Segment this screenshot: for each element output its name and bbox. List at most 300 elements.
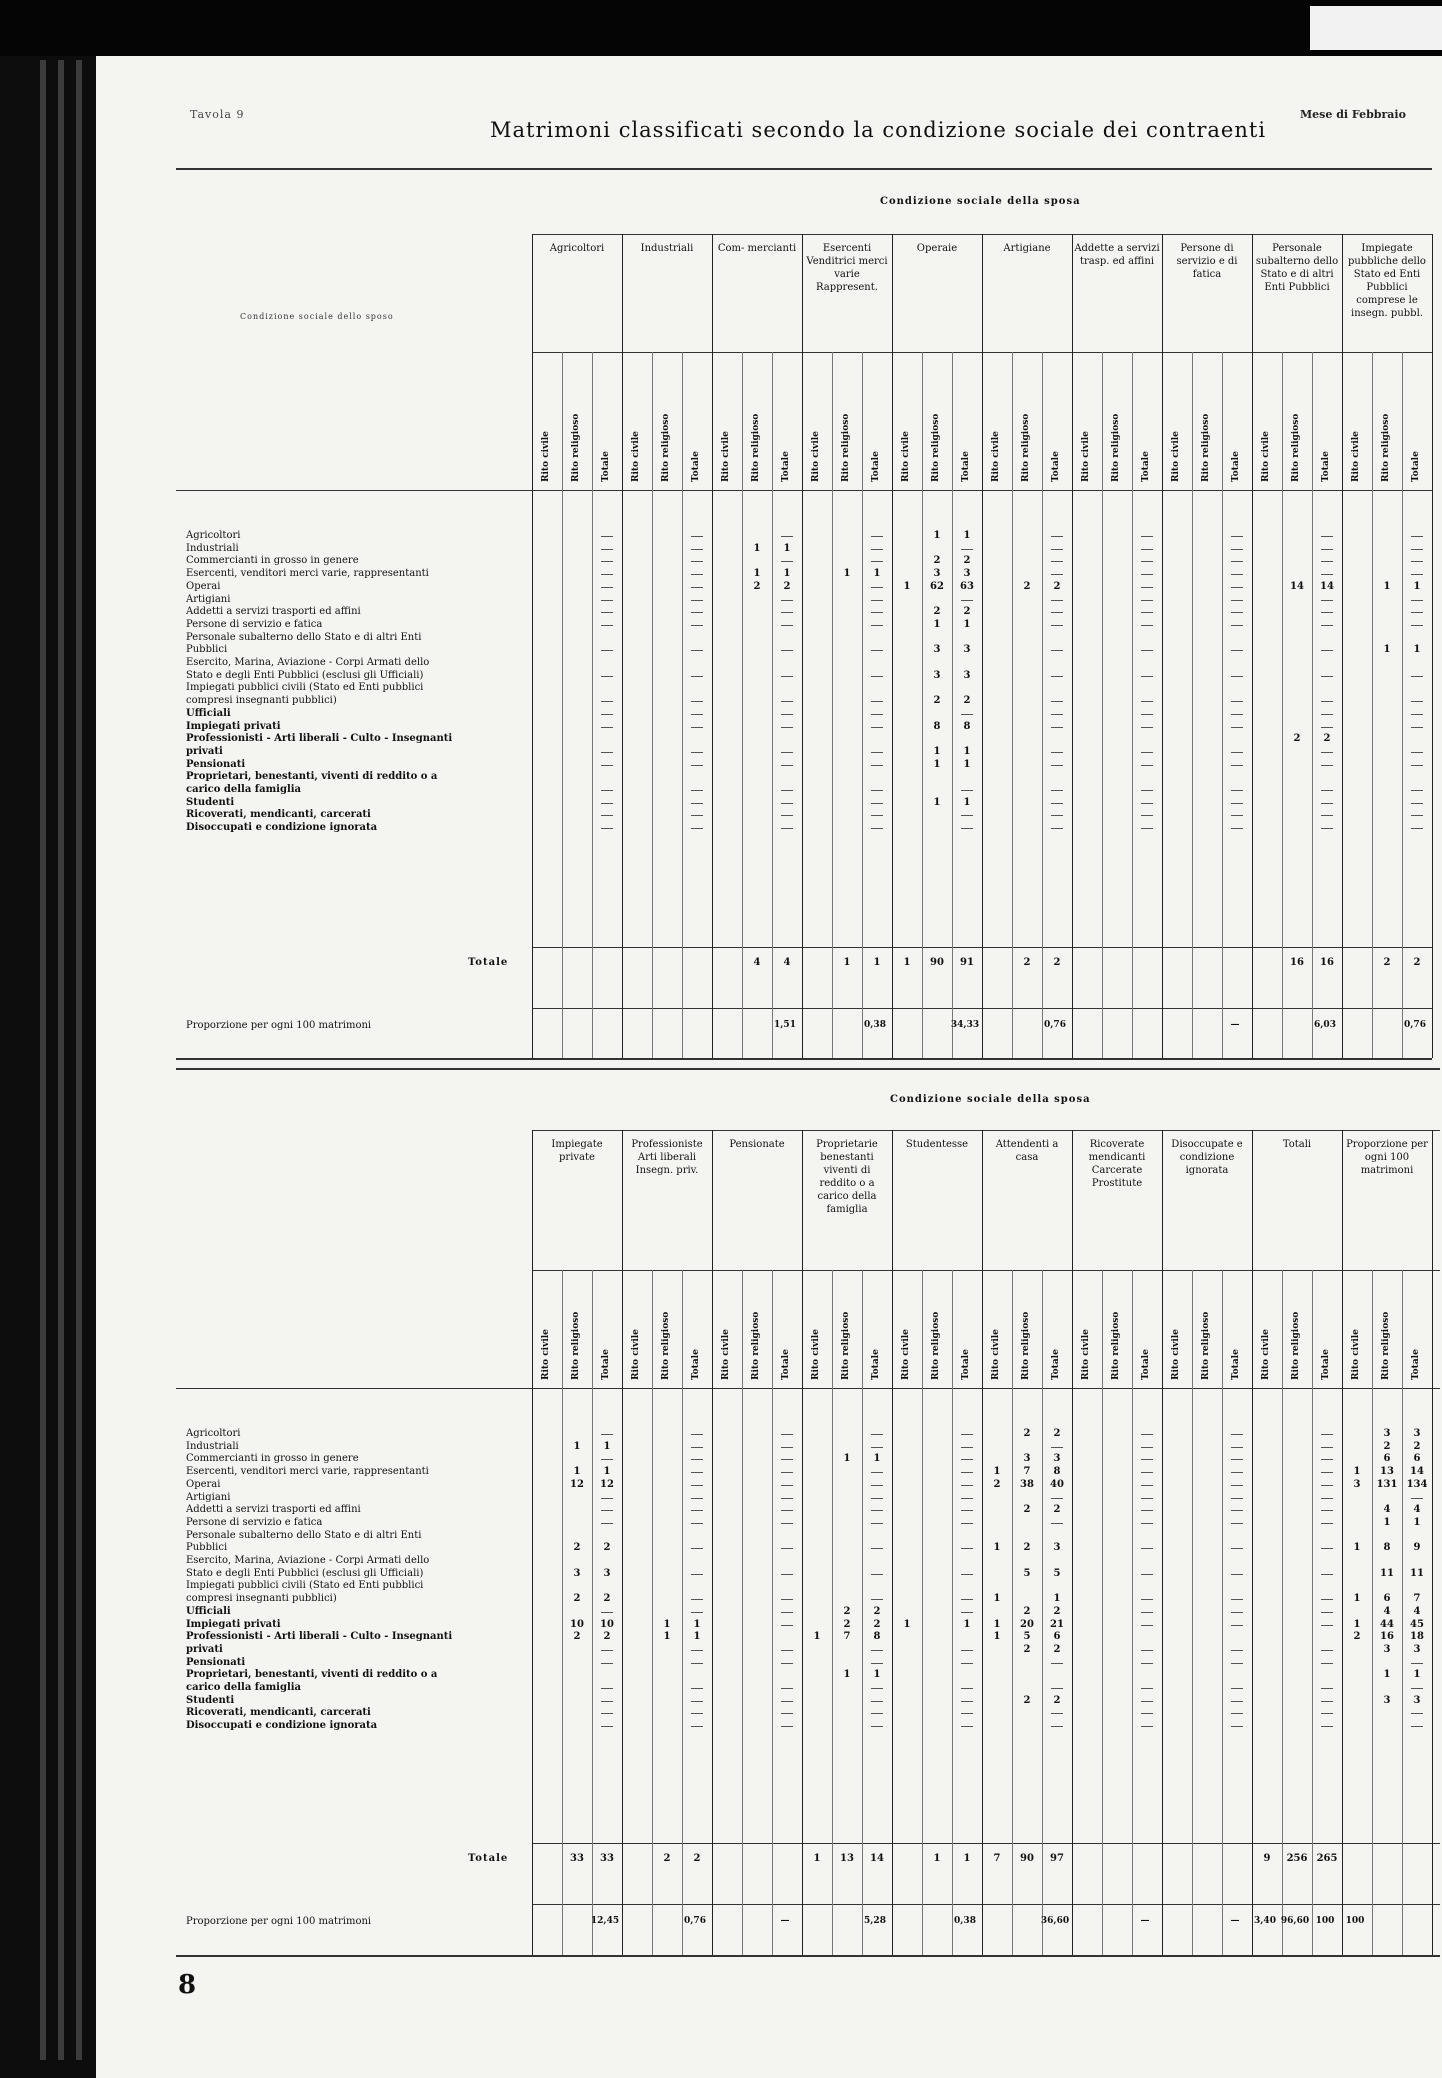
empty-cell-dash — [1051, 650, 1063, 651]
sub-column-header: Totale — [781, 451, 791, 482]
empty-cell-dash — [1231, 1548, 1243, 1549]
empty-cell-dash — [961, 790, 973, 791]
sub-column-header: Totale — [1231, 1349, 1241, 1380]
empty-cell-dash — [1141, 1447, 1153, 1448]
empty-cell-dash — [1051, 574, 1063, 575]
empty-cell-dash — [1321, 1523, 1333, 1524]
empty-cell-dash — [1231, 1663, 1243, 1664]
empty-cell-dash — [1231, 1523, 1243, 1524]
row-label: Commercianti in grosso in genere — [186, 1453, 359, 1465]
total-cell: 1 — [963, 1853, 971, 1864]
empty-cell-dash — [1411, 625, 1423, 626]
empty-cell-dash — [961, 1485, 973, 1486]
empty-cell-dash — [781, 1599, 793, 1600]
proportion-cell: 36,60 — [1040, 1916, 1070, 1926]
sub-column-header: Rito civile — [1081, 1329, 1091, 1380]
empty-cell-dash — [1231, 765, 1243, 766]
empty-cell-dash — [1231, 828, 1243, 829]
table-cell: 2 — [933, 555, 941, 567]
row-label: Industriali — [186, 1440, 239, 1452]
total-cell: 2 — [1413, 957, 1421, 968]
table-cell: 1 — [843, 1669, 851, 1681]
column-group-header: Com- mercianti — [717, 243, 797, 254]
row-label: Proprietari, benestanti, viventi di reddito o a — [186, 1669, 438, 1681]
table-cell: 1 — [843, 1453, 851, 1465]
empty-cell-dash — [871, 600, 883, 601]
column-rule — [982, 1130, 983, 1955]
empty-cell-dash — [1321, 1574, 1333, 1575]
empty-cell-dash — [1051, 561, 1063, 562]
empty-cell-dash — [781, 1688, 793, 1689]
table-cell: 12 — [570, 1478, 584, 1490]
empty-cell-dash — [691, 815, 703, 816]
table-cell: 8 — [1053, 1466, 1061, 1478]
empty-cell-dash — [1231, 727, 1243, 728]
table-cell: 3 — [1053, 1453, 1061, 1465]
empty-cell-dash — [781, 1625, 793, 1626]
column-rule — [952, 352, 953, 1058]
document-page — [96, 56, 1442, 2078]
column-rule — [952, 1270, 953, 1955]
row-label: Persone di servizio e fatica — [186, 618, 323, 630]
empty-cell-dash — [691, 587, 703, 588]
column-group-header: Industriali — [640, 243, 694, 254]
sub-column-header: Rito religioso — [571, 413, 581, 482]
table-cell: 3 — [1053, 1542, 1061, 1554]
empty-cell-dash — [691, 549, 703, 550]
empty-cell-dash — [601, 765, 613, 766]
empty-cell-dash — [1321, 1485, 1333, 1486]
empty-cell-dash — [1321, 1688, 1333, 1689]
empty-cell-dash — [1321, 765, 1333, 766]
empty-cell-dash — [601, 574, 613, 575]
empty-cell-dash — [1321, 1498, 1333, 1499]
sub-column-header: Rito religioso — [841, 413, 851, 482]
total-cell: 16 — [1320, 957, 1334, 968]
empty-cell-dash — [961, 600, 973, 601]
column-rule — [1192, 352, 1193, 1058]
empty-cell-dash — [871, 727, 883, 728]
table-cell: 2 — [1323, 733, 1331, 745]
row-header-label: Condizione sociale dello sposo — [240, 312, 394, 321]
empty-cell-dash — [1231, 1510, 1243, 1511]
empty-cell-dash — [1321, 1713, 1333, 1714]
sub-column-header: Rito religioso — [751, 1311, 761, 1380]
table-cell: 1 — [1413, 1669, 1421, 1681]
page-number: 8 — [178, 1970, 197, 2000]
table-cell: 1 — [1353, 1542, 1361, 1554]
empty-cell-dash — [781, 1523, 793, 1524]
column-group-header: Addette a servizi trasp. ed affini — [1074, 243, 1160, 267]
sub-column-header: Rito religioso — [1381, 1311, 1391, 1380]
table-cell: 3 — [1413, 1428, 1421, 1439]
column-group-header: Totali — [1282, 1139, 1312, 1150]
empty-cell-dash — [1231, 1472, 1243, 1473]
empty-cell-dash — [1231, 1434, 1243, 1435]
row-label: Artigiani — [186, 1491, 231, 1503]
column-rule — [1312, 352, 1313, 1058]
sub-column-header: Rito civile — [631, 1329, 641, 1380]
table-cell: 1 — [753, 542, 761, 554]
total-cell: 1 — [873, 957, 881, 968]
empty-cell-dash — [961, 1498, 973, 1499]
table-cell: 1 — [963, 745, 971, 757]
sub-column-header: Rito civile — [541, 431, 551, 482]
column-rule — [652, 352, 653, 1058]
sub-column-header: Rito civile — [1171, 431, 1181, 482]
empty-cell-dash — [781, 1612, 793, 1613]
total-cell: 1 — [813, 1853, 821, 1864]
table-cell: 11 — [1410, 1567, 1424, 1579]
empty-cell-dash — [1231, 1447, 1243, 1448]
table-cell: 13 — [1380, 1466, 1394, 1478]
empty-cell-dash — [961, 1472, 973, 1473]
sub-column-header: Rito religioso — [1201, 413, 1211, 482]
row-label: Pensionati — [186, 1656, 246, 1668]
empty-cell-dash — [781, 1701, 793, 1702]
column-rule — [592, 352, 593, 1058]
empty-cell-dash — [1051, 752, 1063, 753]
empty-cell-dash — [691, 1434, 703, 1435]
column-rule — [802, 234, 803, 1058]
table-cell: 3 — [1353, 1478, 1361, 1490]
row-label: Esercito, Marina, Aviazione - Corpi Armati dello — [186, 657, 430, 668]
total-cell: 265 — [1316, 1853, 1338, 1864]
proportion-cell: 3,40 — [1254, 1916, 1276, 1926]
column-rule — [1402, 1270, 1403, 1955]
empty-cell-dash — [1141, 676, 1153, 677]
empty-cell-dash — [691, 828, 703, 829]
empty-cell-dash — [1051, 1726, 1063, 1727]
total-cell: 2 — [693, 1853, 701, 1864]
empty-cell-dash — [1321, 1447, 1333, 1448]
proportion-cell: — — [1140, 1916, 1150, 1926]
column-rule — [1222, 1270, 1223, 1955]
sub-column-header: Rito civile — [811, 431, 821, 482]
column-rule — [532, 234, 533, 1058]
column-rule — [1372, 1270, 1373, 1955]
empty-cell-dash — [1411, 1663, 1423, 1664]
column-rule — [772, 352, 773, 1058]
empty-cell-dash — [1141, 561, 1153, 562]
table-cell: 134 — [1406, 1478, 1428, 1490]
empty-cell-dash — [871, 561, 883, 562]
table-cell: 14 — [1290, 580, 1304, 592]
empty-cell-dash — [1321, 1548, 1333, 1549]
column-rule — [682, 352, 683, 1058]
proportion-cell: 0,76 — [1044, 1020, 1066, 1030]
sub-column-header: Rito religioso — [1291, 1311, 1301, 1380]
empty-cell-dash — [601, 1523, 613, 1524]
empty-cell-dash — [871, 549, 883, 550]
proportion-cell: 34,33 — [950, 1020, 980, 1030]
empty-cell-dash — [601, 803, 613, 804]
empty-cell-dash — [601, 600, 613, 601]
column-rule — [1432, 1130, 1433, 1955]
empty-cell-dash — [1231, 790, 1243, 791]
row-label: Operai — [186, 580, 221, 592]
column-rule — [562, 352, 563, 1058]
row-label: Pubblici — [186, 644, 228, 656]
empty-cell-dash — [871, 1713, 883, 1714]
empty-cell-dash — [691, 536, 703, 537]
table-cell: 62 — [930, 580, 944, 592]
empty-cell-dash — [871, 1447, 883, 1448]
empty-cell-dash — [1231, 1459, 1243, 1460]
empty-cell-dash — [691, 790, 703, 791]
proportion-cell: 100 — [1345, 1916, 1365, 1926]
empty-cell-dash — [1321, 1472, 1333, 1473]
column-group-header: Agricoltori — [549, 243, 605, 254]
empty-cell-dash — [871, 1485, 883, 1486]
table-cell: 1 — [933, 745, 941, 757]
empty-cell-dash — [1321, 536, 1333, 537]
empty-cell-dash — [1141, 1459, 1153, 1460]
table-cell: 2 — [933, 695, 941, 707]
empty-cell-dash — [781, 612, 793, 613]
empty-cell-dash — [871, 650, 883, 651]
total-cell: 16 — [1290, 957, 1304, 968]
empty-cell-dash — [871, 701, 883, 702]
table-cell: 3 — [1383, 1694, 1391, 1706]
sub-column-header: Totale — [1411, 451, 1421, 482]
table-cell: 1 — [933, 758, 941, 770]
sub-column-header: Rito civile — [901, 431, 911, 482]
empty-cell-dash — [601, 1510, 613, 1511]
empty-cell-dash — [961, 549, 973, 550]
total-cell: 14 — [870, 1853, 884, 1864]
sub-column-header: Totale — [1231, 451, 1241, 482]
empty-cell-dash — [1141, 815, 1153, 816]
table-cell: 2 — [1053, 580, 1061, 592]
empty-cell-dash — [601, 1713, 613, 1714]
column-group-header: Artigiane — [1003, 243, 1051, 254]
empty-cell-dash — [871, 765, 883, 766]
column-rule — [1432, 234, 1433, 1058]
empty-cell-dash — [1231, 1599, 1243, 1600]
empty-cell-dash — [1231, 1612, 1243, 1613]
column-group-header: Impiegate private — [551, 1139, 603, 1163]
sub-column-header: Rito religioso — [841, 1311, 851, 1380]
proportion-cell: 0,76 — [684, 1916, 706, 1926]
column-group-header: Impiegate pubbliche dello Stato ed Enti Pubblici comprese le insegn. pubbl. — [1348, 243, 1426, 319]
empty-cell-dash — [1141, 1574, 1153, 1575]
empty-cell-dash — [1141, 828, 1153, 829]
table-cell: 16 — [1380, 1631, 1394, 1643]
column-rule — [862, 1270, 863, 1955]
empty-cell-dash — [781, 1574, 793, 1575]
empty-cell-dash — [781, 1472, 793, 1473]
table-cell: 2 — [1053, 1428, 1061, 1439]
table-cell: 40 — [1050, 1478, 1064, 1490]
row-label: privati — [186, 745, 223, 757]
empty-cell-dash — [871, 536, 883, 537]
empty-cell-dash — [691, 1574, 703, 1575]
table-cell: 2 — [573, 1631, 581, 1643]
row-label: Personale subalterno dello Stato e di altri Enti — [186, 631, 422, 643]
empty-cell-dash — [1321, 1510, 1333, 1511]
table-cell: 3 — [1383, 1643, 1391, 1655]
table-cell: 7 — [843, 1631, 851, 1643]
row-label: Impiegati privati — [186, 720, 281, 732]
table-cell: 2 — [963, 606, 971, 618]
empty-cell-dash — [1231, 1713, 1243, 1714]
row-label: privati — [186, 1643, 223, 1655]
empty-cell-dash — [1321, 828, 1333, 829]
proportion-cell: 96,60 — [1280, 1916, 1310, 1926]
table-cell: 45 — [1410, 1618, 1424, 1630]
table-cell: 14 — [1410, 1466, 1424, 1478]
sub-column-header: Totale — [1141, 451, 1151, 482]
table-rule — [532, 1904, 1440, 1905]
row-label: Studenti — [186, 796, 235, 808]
table-cell: 1 — [1383, 1669, 1391, 1681]
empty-cell-dash — [961, 1599, 973, 1600]
total-cell: 2 — [663, 1853, 671, 1864]
empty-cell-dash — [691, 1498, 703, 1499]
empty-cell-dash — [601, 1650, 613, 1651]
empty-cell-dash — [871, 1523, 883, 1524]
column-rule — [832, 1270, 833, 1955]
table-cell: 2 — [603, 1631, 611, 1643]
empty-cell-dash — [871, 815, 883, 816]
empty-cell-dash — [871, 1701, 883, 1702]
empty-cell-dash — [601, 1663, 613, 1664]
table-cell: 2 — [843, 1618, 851, 1630]
column-rule — [1312, 1270, 1313, 1955]
empty-cell-dash — [691, 1523, 703, 1524]
total-cell: 90 — [930, 957, 944, 968]
table-cell: 1 — [1383, 580, 1391, 592]
sub-column-header: Rito religioso — [1021, 413, 1031, 482]
sub-column-header: Rito religioso — [1201, 1311, 1211, 1380]
sub-column-header: Rito civile — [1171, 1329, 1181, 1380]
empty-cell-dash — [601, 714, 613, 715]
empty-cell-dash — [1231, 1625, 1243, 1626]
sub-column-header: Rito civile — [811, 1329, 821, 1380]
empty-cell-dash — [691, 650, 703, 651]
table-rule — [176, 1955, 1440, 1957]
empty-cell-dash — [691, 803, 703, 804]
table-cell: 2 — [963, 555, 971, 567]
empty-cell-dash — [781, 600, 793, 601]
empty-cell-dash — [1231, 536, 1243, 537]
table-cell: 44 — [1380, 1618, 1394, 1630]
empty-cell-dash — [1321, 701, 1333, 702]
empty-cell-dash — [601, 1459, 613, 1460]
empty-cell-dash — [1321, 650, 1333, 651]
proportion-cell: 6,03 — [1314, 1020, 1336, 1030]
row-label: compresi insegnanti pubblici) — [186, 1593, 337, 1605]
empty-cell-dash — [1411, 600, 1423, 601]
table-cell: 7 — [1023, 1466, 1031, 1478]
table-cell: 4 — [1413, 1605, 1421, 1617]
empty-cell-dash — [871, 1472, 883, 1473]
empty-cell-dash — [871, 612, 883, 613]
empty-cell-dash — [871, 828, 883, 829]
table-cell: 5 — [1023, 1567, 1031, 1579]
column-group-header: Pensionate — [729, 1139, 785, 1150]
total-cell: 13 — [840, 1853, 854, 1864]
empty-cell-dash — [1231, 752, 1243, 753]
empty-cell-dash — [601, 727, 613, 728]
empty-cell-dash — [781, 790, 793, 791]
total-cell: 33 — [570, 1853, 584, 1864]
table-cell: 2 — [1023, 580, 1031, 592]
table-cell: 2 — [1023, 1694, 1031, 1706]
empty-cell-dash — [781, 1459, 793, 1460]
column-rule — [1252, 234, 1253, 1058]
total-cell: 7 — [993, 1853, 1001, 1864]
totals-label: Totale — [468, 1853, 509, 1864]
empty-cell-dash — [781, 1650, 793, 1651]
proportion-cell: 12,45 — [590, 1916, 620, 1926]
empty-cell-dash — [781, 1713, 793, 1714]
empty-cell-dash — [1231, 815, 1243, 816]
column-rule — [1162, 1130, 1163, 1955]
sub-column-header: Rito religioso — [1291, 413, 1301, 482]
empty-cell-dash — [871, 1574, 883, 1575]
empty-cell-dash — [691, 1688, 703, 1689]
sub-column-header: Totale — [871, 451, 881, 482]
table-cell: 1 — [1383, 1516, 1391, 1528]
empty-cell-dash — [781, 727, 793, 728]
sub-column-header: Rito civile — [991, 1329, 1001, 1380]
table-cell: 1 — [993, 1631, 1001, 1643]
table-cell: 9 — [1413, 1542, 1421, 1554]
empty-cell-dash — [1141, 714, 1153, 715]
empty-cell-dash — [961, 714, 973, 715]
empty-cell-dash — [1321, 803, 1333, 804]
empty-cell-dash — [1141, 1625, 1153, 1626]
table-cell: 131 — [1376, 1478, 1398, 1490]
row-label: Persone di servizio e fatica — [186, 1516, 323, 1528]
column-rule — [1102, 352, 1103, 1058]
empty-cell-dash — [1141, 1485, 1153, 1486]
table-cell: 1 — [1353, 1593, 1361, 1605]
column-group-header: Esercenti Venditrici merci varie Rappresent. — [806, 243, 888, 293]
empty-cell-dash — [1141, 1510, 1153, 1511]
proportion-cell: 0,76 — [1404, 1020, 1426, 1030]
column-group-header: Proporzione per ogni 100 matrimoni — [1346, 1139, 1428, 1176]
empty-cell-dash — [871, 1688, 883, 1689]
row-label: Agricoltori — [186, 1428, 241, 1439]
column-rule — [742, 352, 743, 1058]
column-rule — [1342, 1130, 1343, 1955]
sub-column-header: Totale — [1411, 1349, 1421, 1380]
table-rule — [532, 1843, 1440, 1844]
empty-cell-dash — [1141, 1713, 1153, 1714]
row-label: Ufficiali — [186, 1605, 231, 1617]
table-cell: 2 — [1023, 1542, 1031, 1554]
total-cell: 1 — [903, 957, 911, 968]
empty-cell-dash — [1321, 561, 1333, 562]
column-group-header: Proprietarie benestanti viventi di reddito o a carico della famiglia — [816, 1139, 878, 1215]
table-cell: 6 — [1383, 1593, 1391, 1605]
empty-cell-dash — [781, 1434, 793, 1435]
proportion-cell: 5,28 — [864, 1916, 886, 1926]
empty-cell-dash — [781, 803, 793, 804]
sub-column-header: Totale — [691, 451, 701, 482]
empty-cell-dash — [1141, 549, 1153, 550]
empty-cell-dash — [1051, 790, 1063, 791]
empty-cell-dash — [961, 1574, 973, 1575]
empty-cell-dash — [961, 1688, 973, 1689]
row-label: Industriali — [186, 542, 239, 554]
empty-cell-dash — [601, 1701, 613, 1702]
empty-cell-dash — [601, 1498, 613, 1499]
table-cell: 2 — [783, 580, 791, 592]
